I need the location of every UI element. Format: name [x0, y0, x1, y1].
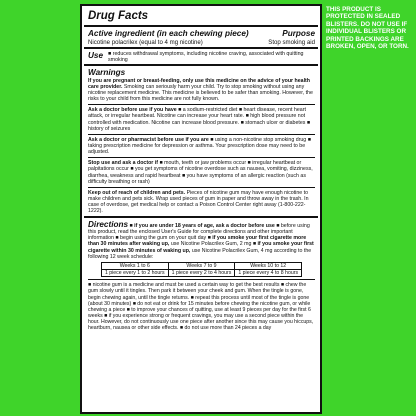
directions-heading: Directions	[88, 219, 129, 229]
dosing-schedule-table	[101, 262, 302, 277]
use-heading: Use	[88, 50, 104, 60]
ask-pharmacist-bold: Ask a doctor or pharmacist before use if you are	[88, 136, 209, 143]
directions-bold-1: ■ if you are under 18 years of age, ask a doctor before use	[129, 222, 275, 229]
table-row	[101, 270, 301, 277]
table-cell: 1 piece every 2 to 4 hours	[168, 270, 235, 277]
table-header-cell: Weeks 1 to 6	[101, 262, 168, 269]
stop-use-text: ■ mouth, teeth or jaw problems occur ■ irregular heartbeat or palpitations occur ■ you get symptoms of nicotine overdose such as nausea, vomiting, dizziness, diarrhea, weakness and rapid heartbeat ■ you have symptoms of an allergic reaction (such as difficulty breathing or rash)	[88, 160, 313, 185]
warnings-heading: Warnings	[88, 68, 126, 78]
stop-use-warning	[88, 160, 315, 185]
divider	[88, 134, 315, 135]
pregnancy-warning-text: Smoking can seriously harm your child. Try to stop smoking without using any nicotine replacement medicine. This medicine is believed to be safer than smoking. However, the risks to your child from this medicine are not fully known.	[88, 83, 313, 103]
ask-doctor-bold: Ask a doctor before use if you have	[88, 107, 177, 114]
directions-text-2: use Nicotine Polacrilex Gum, 2 mg	[169, 241, 253, 248]
divider	[84, 216, 318, 218]
purpose-value: Stop smoking aid	[268, 38, 315, 46]
divider	[88, 157, 315, 158]
use-text: ■ reduces withdrawal symptoms, including nicotine craving, associated with quitting smoking	[108, 50, 304, 63]
ask-pharmacist-text: ■ using a non-nicotine stop smoking drug ■ taking prescription medicine for depression or asthma. Your prescription dose may need to be adjusted.	[88, 136, 311, 156]
active-ingredient-heading: Active ingredient (in each chewing piece)	[88, 29, 249, 38]
table-header-cell: Weeks 10 to 12	[235, 262, 302, 269]
table-cell: 1 piece every 4 to 8 hours	[235, 270, 302, 277]
divider	[84, 25, 318, 27]
directions-text-1: ■ before using this product, read the enclosed User's Guide for complete directions and other important information ■ begin using the gum on your quit day	[88, 222, 310, 242]
divider	[84, 47, 318, 49]
ask-doctor-warning	[88, 107, 315, 132]
directions-bullets: ■ nicotine gum is a medicine and must be used a certain way to get the best results ■ chew the gum slowly until it tingles. Then park it between your cheek and gum. When the tingle is gone, begin chewing again, until the tingle returns. ■ repeat this process until most of the tingle is gone (about 30 minutes) ■ do not eat or drink for 15 minutes before chewing the nicotine gum, or while chewing a piece ■ to improve your chances of quitting, use at least 9 pieces per day for the first 6 weeks ■ if you experience strong or frequent cravings, you may use a second piece within the hour. However, do not continuously use one piece after another since this may cause you hiccups, heartburn, nausea or other side effects. ■ do not use more than 24 pieces a day	[88, 282, 314, 332]
divider	[88, 279, 315, 280]
directions-text-3: use Nicotine Polacrilex Gum, 4 mg according to the following 12 week schedule:	[88, 247, 312, 260]
keep-out-of-reach-warning	[88, 190, 315, 215]
active-ingredient-value: Nicotine polacrilex (equal to 4 mg nicotine)	[88, 38, 203, 46]
directions-bold-2: ■ if you smoke your first cigarette more than 30 minutes after waking up,	[88, 235, 307, 248]
ask-pharmacist-warning	[88, 137, 315, 155]
divider	[88, 187, 315, 188]
use-section	[88, 51, 315, 64]
pregnancy-warning	[88, 78, 315, 103]
active-ingredient-row	[88, 39, 315, 46]
stop-use-bold: Stop use and ask a doctor if	[88, 160, 159, 167]
table-cell: 1 piece every 1 to 2 hours	[101, 270, 168, 277]
drug-facts-title: Drug Facts	[88, 10, 149, 22]
table-row	[101, 262, 301, 269]
sealed-blister-notice: THIS PRODUCT IS PROTECTED IN SEALED BLISTERS. DO NOT USE IF INDIVIDUAL BLISTERS OR PRINTED BACKINGS ARE BROKEN, OPEN, OR TORN.	[326, 6, 409, 51]
directions-section	[88, 220, 315, 260]
keep-out-text: Pieces of nicotine gum may have enough nicotine to make children and pets sick. Wrap used pieces of gum in paper and throw away in the trash. In case of overdose, get medical help or contact a Poison Control Center right away (1-800-222-1222).	[88, 189, 309, 215]
drug-facts-panel	[80, 4, 322, 414]
active-ingredient-header	[88, 29, 315, 39]
table-header-cell: Weeks 7 to 9	[168, 262, 235, 269]
ask-doctor-text: ■ a sodium-restricted diet ■ heart disease, recent heart attack, or irregular heartbeat. Nicotine can increase your heart rate. ■ high blood pressure not controlled with medication. Nicotine can increase blood pressure. ■ stomach ulcer or diabetes ■ history of seizures	[88, 107, 310, 132]
keep-out-bold: Keep out of reach of children and pets.	[88, 189, 186, 196]
divider	[88, 104, 315, 105]
purpose-heading: Purpose	[282, 29, 315, 38]
pregnancy-warning-bold: If you are pregnant or breast-feeding, only use this medicine on the advice of your health care provider.	[88, 77, 310, 90]
divider	[84, 64, 318, 66]
directions-bold-3: ■ if you smoke your first cigarette within 30 minutes of waking up,	[88, 241, 314, 254]
